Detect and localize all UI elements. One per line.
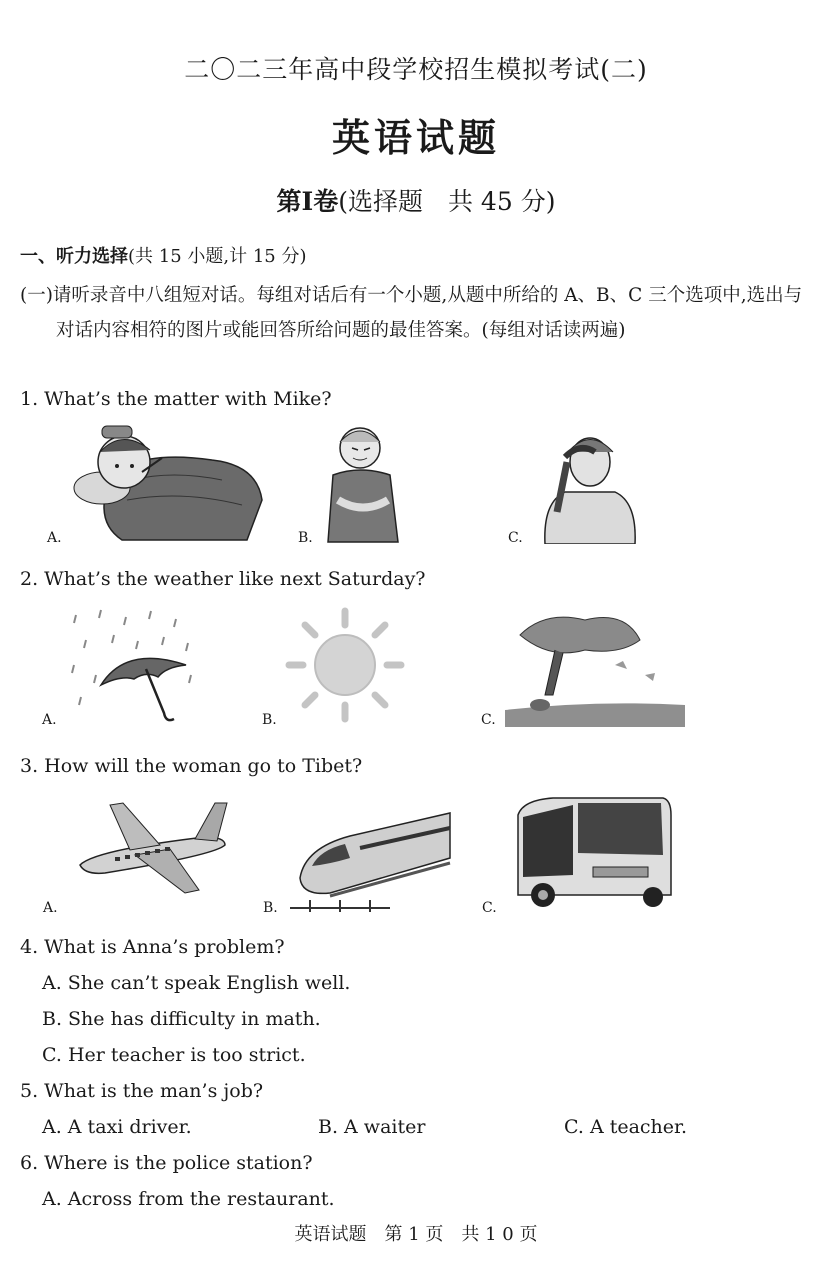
q3-option-a-label: A.	[43, 900, 58, 916]
headache-icon	[535, 422, 645, 548]
stomachache-icon	[318, 420, 408, 549]
sunny-icon	[283, 605, 408, 729]
q5-option-b: B. A waiter	[318, 1116, 426, 1138]
q1-option-c-label: C.	[508, 530, 523, 546]
q4-option-a: A. She can’t speak English well.	[42, 972, 351, 994]
part-description: (选择题 共 45 分)	[338, 187, 556, 216]
question-4: 4. What is Anna’s problem?	[20, 936, 285, 958]
exam-title: 二〇二三年高中段学校招生模拟考试(二)	[184, 55, 648, 84]
question-6: 6. Where is the police station?	[20, 1152, 313, 1174]
part-label: 第Ⅰ卷	[276, 187, 339, 216]
q5-option-a: A. A taxi driver.	[42, 1116, 192, 1138]
q6-option-a: A. Across from the restaurant.	[42, 1188, 335, 1210]
q1-option-a-label: A.	[47, 530, 62, 546]
question-5: 5. What is the man’s job?	[20, 1080, 264, 1102]
windy-icon	[505, 605, 685, 731]
airplane-icon	[75, 795, 233, 899]
q2-option-a-label: A.	[42, 712, 57, 728]
q3-option-c-label: C.	[482, 900, 497, 916]
question-1: 1. What’s the matter with Mike?	[20, 388, 332, 410]
part-title	[0, 182, 832, 218]
q2-option-c-label: C.	[481, 712, 496, 728]
q1-option-b-label: B.	[298, 530, 313, 546]
q2-option-b-label: B.	[262, 712, 277, 728]
q4-option-b: B. She has difficulty in math.	[42, 1008, 321, 1030]
q4-option-c: C. Her teacher is too strict.	[42, 1044, 306, 1066]
page-footer: 英语试题 第 1 页 共 1 0 页	[294, 1224, 538, 1245]
q5-option-c: C. A teacher.	[564, 1116, 688, 1138]
train-icon	[290, 808, 452, 917]
subject-title: 英语试题	[331, 115, 500, 160]
question-3: 3. How will the woman go to Tibet?	[20, 755, 363, 777]
section-heading-label: 一、听力选择	[20, 246, 128, 267]
bus-icon	[513, 795, 673, 914]
sick-in-bed-icon	[72, 420, 267, 549]
q3-option-b-label: B.	[263, 900, 278, 916]
section-instruction: (一)请听录音中八组短对话。每组对话后有一个小题,从题中所给的 A、B、C 三个选项中,选出与对话内容相符的图片或能回答所给问题的最佳答案。(每组对话读两遍)	[20, 285, 803, 341]
rainy-umbrella-icon	[66, 605, 201, 729]
question-2: 2. What’s the weather like next Saturday?	[20, 568, 426, 590]
section-heading-score: (共 15 小题,计 15 分)	[128, 246, 307, 267]
section-heading	[20, 242, 306, 268]
